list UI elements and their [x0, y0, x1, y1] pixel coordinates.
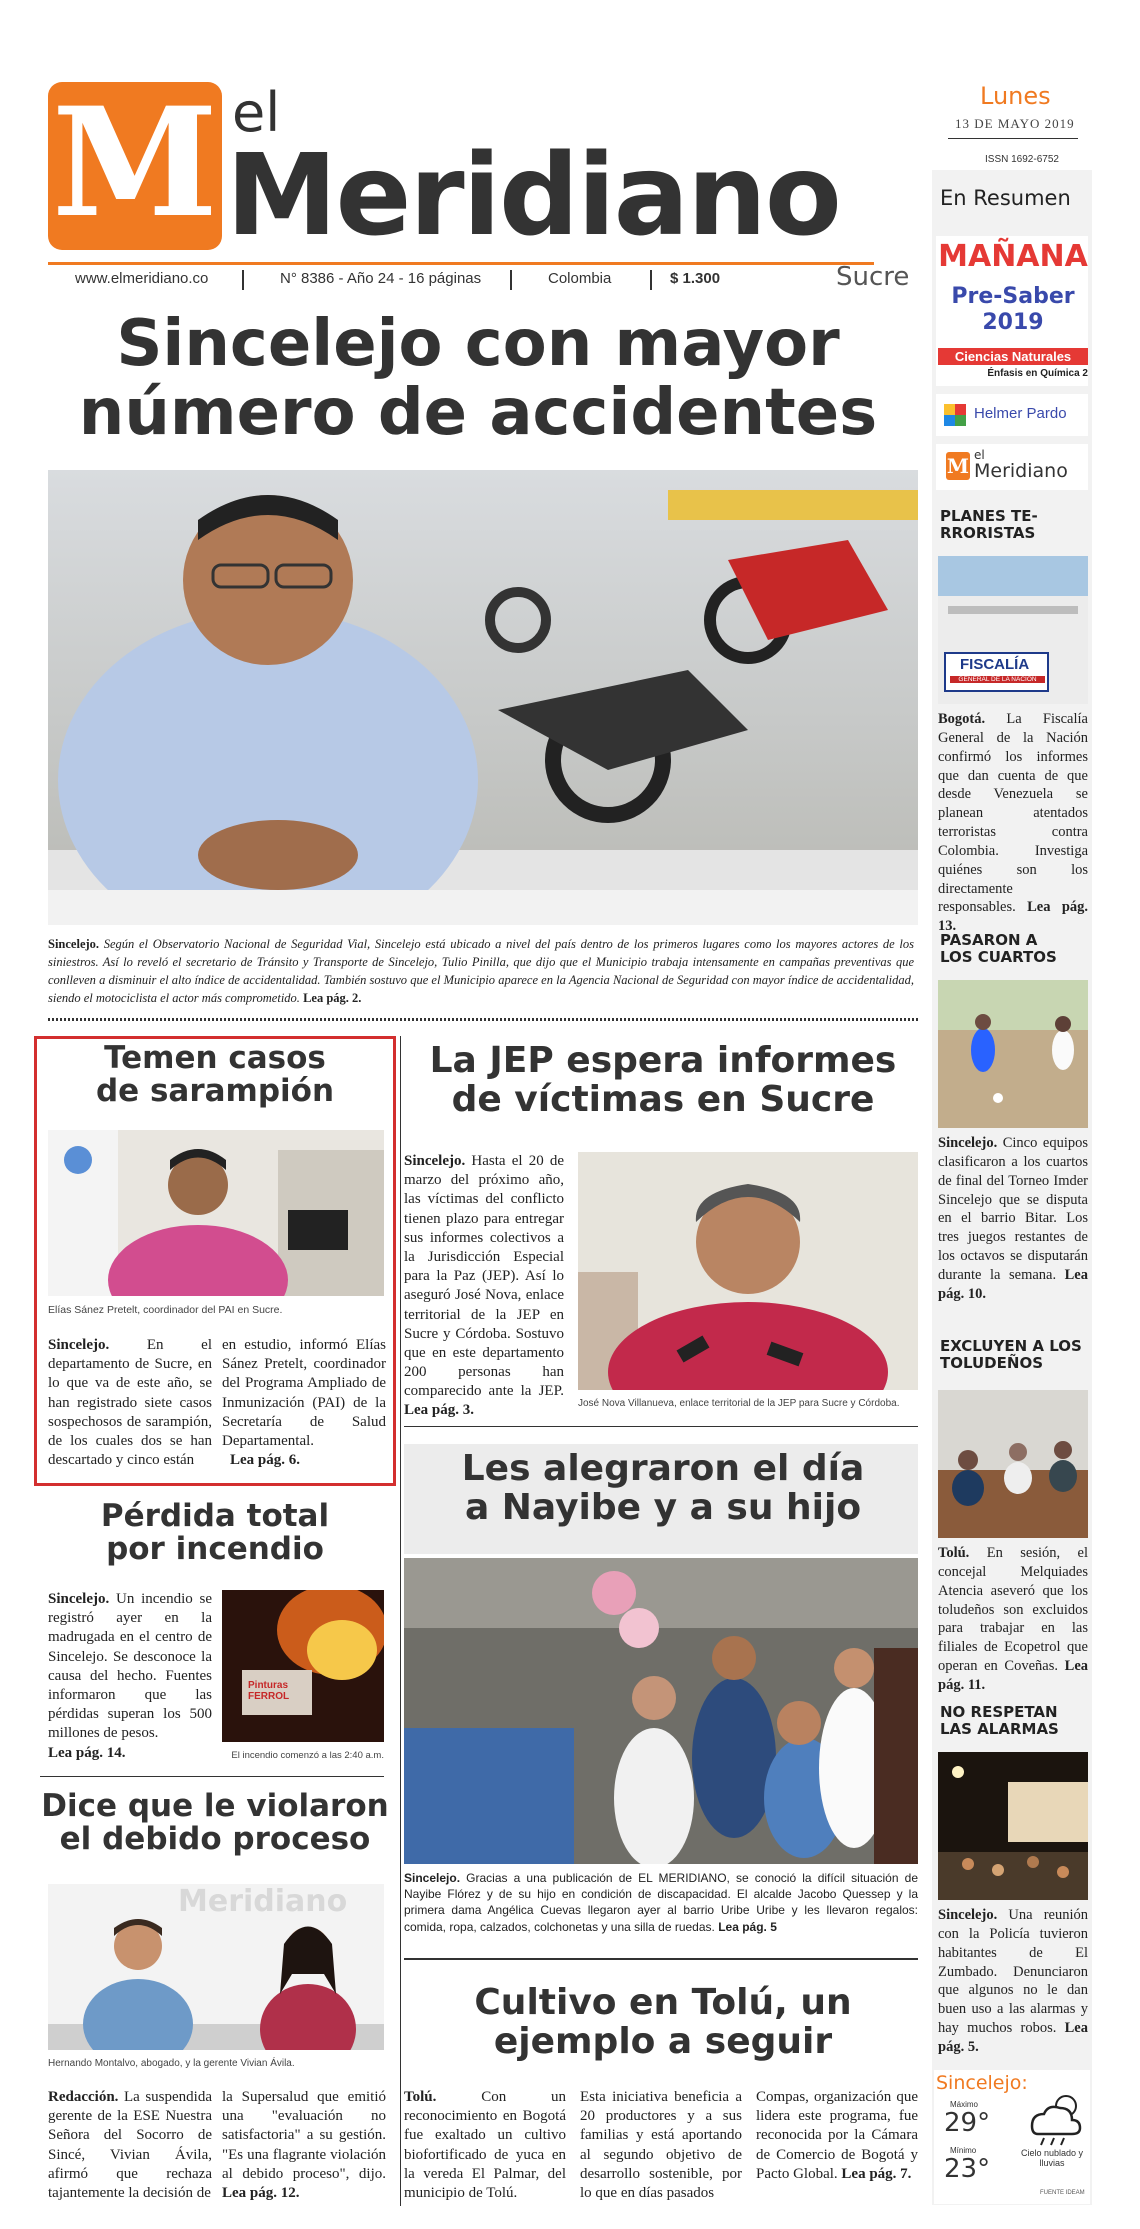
tolu-lead: Tolú.: [404, 2089, 437, 2105]
tolu-text-col3: [756, 2088, 918, 2184]
sidebar-item-lead: Tolú.: [938, 1545, 970, 1561]
sidebar-title: En Resumen: [940, 186, 1071, 210]
tolu-text-col2: [580, 2088, 742, 2203]
nayibe-caption: [404, 1870, 918, 1935]
promo-manana: MAÑANA: [938, 239, 1088, 274]
fiscalia-sign-subtext: GENERAL DE LA NACIÓN: [950, 676, 1045, 683]
tolu-headline-line2: ejemplo a seguir: [493, 2020, 833, 2062]
council-session-illustration: [938, 1390, 1088, 1538]
sidebar-item-title-line2: TOLUDEÑOS: [940, 1354, 1043, 1373]
logo-badge: [48, 75, 222, 251]
debido-proceso-ref[interactable]: Lea pág. 12.: [222, 2184, 300, 2201]
sidebar-cuartos-photo: [938, 980, 1088, 1128]
fiscalia-sign: [944, 652, 1049, 692]
masthead-el: el: [232, 81, 281, 144]
sidebar-item-alarmas-title[interactable]: [940, 1704, 1059, 1739]
sidebar-item-text: Una reunión con la Policía tuvieron habitantes de El Zumbado. Denunciaron que algunos no le dan buen uso a las alarmas y hay muchos robos.: [938, 1907, 1088, 2037]
sarampion-lead: Sincelejo.: [48, 1337, 110, 1353]
jep-text-body: Hasta el 20 de marzo del próximo año, las víctimas del conflicto tienen plazo para entregar sus informes colectivos a la Jurisdicción Especial para la Paz (JEP). Así lo aseguró José Nova, enlace territorial de la JEP en Sucre y Córdoba. Sostuvo que en este departamento 200 personas han comparecido ante la JEP.: [404, 1153, 564, 1400]
nayibe-caption-text: Gracias a una publicación de EL MERIDIANO, se conoció la difícil situación de Nayibe Flórez y de su hijo en condición de discapacidad. El alcalde Jacobo Quessep y la primera dama Angélica Cuevas llegaron ayer al barrio Uribe Uribe y les llevaron regalos: comida, ropa, calzados, colchonetas y una silla de ruedas.: [404, 1871, 918, 1934]
incendio-photo-caption: El incendio comenzó a las 2:40 a.m.: [231, 1750, 384, 1761]
logo-letter: M: [51, 75, 219, 251]
jep-lead: Sincelejo.: [404, 1153, 466, 1169]
masthead-website[interactable]: www.elmeridiano.co: [75, 270, 209, 287]
sarampion-headline-line1: Temen casos: [104, 1040, 326, 1076]
sidebar-item-lead: Sincelejo.: [938, 1135, 998, 1151]
sidebar-logo-meridiano: Meridiano: [974, 460, 1068, 482]
soccer-illustration: [938, 980, 1088, 1128]
sidebar-item-title-line1: NO RESPETAN: [940, 1703, 1058, 1721]
night-meeting-illustration: [938, 1752, 1088, 1900]
sidebar-item-ref[interactable]: Lea pág. 5.: [938, 2020, 1088, 2055]
masthead-country: Colombia: [548, 270, 612, 287]
section-rule: [40, 1776, 384, 1777]
debido-proceso-headline-line2: el debido proceso: [59, 1821, 371, 1858]
masthead-date: 13 DE MAYO 2019: [955, 116, 1075, 131]
fire-illustration: [222, 1590, 384, 1742]
jep-headline-line2: de víctimas en Sucre: [451, 1078, 875, 1120]
jep-ref[interactable]: Lea pág. 3.: [404, 1402, 475, 1419]
incendio-ref[interactable]: Lea pág. 14.: [48, 1744, 126, 1761]
weather-source: FUENTE IDEAM: [1040, 2190, 1085, 2196]
incendio-headline-line2: por incendio: [106, 1531, 324, 1568]
main-headline: [48, 307, 908, 451]
jep-text: [404, 1152, 564, 1421]
weather-max: 29°: [944, 2108, 991, 2138]
sidebar-item-title-line2: LOS CUARTOS: [940, 948, 1057, 967]
sidebar-toludenos-photo: [938, 1390, 1088, 1538]
section-rule: [404, 1958, 918, 1960]
masthead-issn: ISSN 1692-6752: [985, 154, 1059, 165]
weather-city: Sincelejo:: [936, 2072, 1028, 2094]
weather-min-label: Mínimo: [950, 2146, 977, 2155]
main-caption-ref[interactable]: Lea pág. 2.: [303, 991, 362, 1006]
tolu-text-2: Esta iniciativa beneficia a 20 productores y a sus familias y está aportando al segundo objetivo de desarrollo sostenible, por lo que en días pasados: [580, 2089, 742, 2201]
weather-condition: Cielo nublado y lluvias: [1020, 2148, 1084, 2169]
divider: [650, 270, 652, 290]
incendio-lead: Sincelejo.: [48, 1591, 110, 1607]
nayibe-headline-line1: Les alegraron el día: [461, 1448, 865, 1489]
masthead-issue: N° 8386 - Año 24 - 16 páginas: [280, 270, 482, 287]
column-rule: [400, 1036, 401, 2206]
main-headline-line1: Sincelejo con mayor: [116, 307, 840, 381]
divider: [242, 270, 244, 290]
sidebar-cuartos-text: [938, 1134, 1088, 1304]
sarampion-headline: [40, 1042, 390, 1109]
debido-proceso-text-1: La suspendida gerente de la ESE Nuestra Señora del Socorro de Sincé, Vivian Ávila, afirmó que rechaza tajantemente la decisión de: [48, 2089, 212, 2201]
main-caption: [48, 935, 914, 1008]
nayibe-photo: [404, 1558, 918, 1864]
sidebar-item-terroristas-title[interactable]: [940, 508, 1038, 543]
sarampion-text-1: En el departamento de Sucre, en lo que va de este año, se han registrado siete casos sospechosos de sarampión, de los cuales dos se han descartado y cinco están: [48, 1337, 212, 1469]
main-headline-line2: número de accidentes: [78, 376, 878, 451]
jep-photo-caption: José Nova Villanueva, enlace territorial de la JEP para Sucre y Córdoba.: [578, 1398, 900, 1409]
promo-presaber-title: Pre-Saber: [951, 284, 1075, 309]
fiscalia-sign-text: FISCALÍA: [960, 656, 1030, 673]
masthead-title: Meridiano: [226, 131, 840, 261]
tolu-headline-line1: Cultivo en Tolú, un: [474, 1982, 852, 2023]
masthead-edition: Sucre: [836, 262, 910, 292]
debido-proceso-text-col2: [222, 2088, 386, 2203]
incendio-sign: Pinturas FERROL: [248, 1680, 290, 1702]
sarampion-photo: [48, 1130, 384, 1296]
jep-photo: [578, 1152, 918, 1390]
incendio-headline-line1: Pérdida total: [100, 1498, 330, 1534]
sidebar-alarmas-text: [938, 1906, 1088, 2057]
nayibe-ref[interactable]: Lea pág. 5: [718, 1919, 777, 1934]
section-rule: [404, 1426, 918, 1427]
sidebar-item-ref[interactable]: Lea pág. 11.: [938, 1658, 1089, 1693]
sidebar-logo-letter: M: [946, 454, 970, 478]
incendio-text: [48, 1590, 212, 1763]
office-illustration: [48, 1130, 384, 1296]
date-rule: [948, 138, 1078, 139]
sidebar-terroristas-photo: [938, 556, 1088, 704]
debido-proceso-headline-line1: Dice que le violaron: [41, 1788, 389, 1824]
tolu-text-3: Compas, organización que lidera este programa, fue reconocida por la Cámara de Comercio de Bogotá y Pacto Global.: [756, 2089, 918, 2182]
tolu-text-col1: [404, 2088, 566, 2203]
sidebar-toludenos-text: [938, 1544, 1088, 1695]
sidebar-item-lead: Bogotá.: [938, 711, 986, 727]
sidebar-item-ref[interactable]: Lea pág. 13.: [938, 899, 1089, 935]
masthead-day: Lunes: [980, 82, 1051, 110]
masthead-price: $ 1.300: [670, 270, 721, 287]
incendio-photo: [222, 1590, 384, 1742]
section-rule: [48, 1018, 918, 1021]
sidebar-item-lead: Sincelejo.: [938, 1907, 998, 1923]
debido-proceso-photo: [48, 1884, 384, 2050]
sarampion-text-col1: [48, 1336, 212, 1470]
sarampion-headline-line2: de sarampión: [95, 1073, 335, 1110]
sidebar-item-title-line2: RRORISTAS: [940, 524, 1036, 543]
sarampion-ref[interactable]: Lea pág. 6.: [230, 1452, 301, 1469]
main-caption-lead: Sincelejo.: [48, 937, 100, 951]
sidebar-item-text: Cinco equipos clasificaron a los cuartos de final del Torneo Imder Sincelejo que se disputa en el barrio Bitar. Los tres juegos restantes de los octavos se disputarán durante la semana.: [938, 1135, 1089, 1283]
sidebar-item-cuartos-title[interactable]: [940, 932, 1057, 967]
nayibe-headline-line2: a Nayibe y a su hijo: [464, 1486, 862, 1528]
sidebar-item-text: En sesión, el concejal Melquiades Atencia aseveró que los toludeños son excluidos para trabajar en las filiales de Ecopetrol que operan en Coveñas.: [938, 1545, 1089, 1675]
sidebar-item-title-line1: PLANES TE-: [940, 507, 1038, 525]
sidebar-item-title-line1: EXCLUYEN A LOS: [940, 1337, 1082, 1355]
promo-sponsor: Helmer Pardo: [974, 405, 1067, 422]
divider: [510, 270, 512, 290]
cloud-rain-icon: [1022, 2090, 1086, 2146]
debido-proceso-photo-sign: Meridiano: [178, 1884, 348, 1919]
debido-proceso-headline: [40, 1790, 390, 1857]
sidebar-item-title-line1: PASARON A: [940, 931, 1038, 949]
tolu-text-1: Con un reconocimiento en Bogotá fue exaltado un cultivo biofortificado de yuca en la vereda El Palmar, del municipio de Tolú.: [404, 2089, 566, 2201]
debido-proceso-lead: Redacción.: [48, 2089, 119, 2105]
sidebar-item-title-line2: LAS ALARMAS: [940, 1720, 1059, 1739]
sidebar-item-toludenos-title[interactable]: [940, 1338, 1082, 1373]
tolu-ref[interactable]: Lea pág. 7.: [841, 2165, 912, 2182]
sarampion-photo-caption: Elías Sánez Pretelt, coordinador del PAI en Sucre.: [48, 1304, 283, 1316]
sidebar-alarmas-photo: [938, 1752, 1088, 1900]
nayibe-headline: [408, 1450, 918, 1528]
jep-headline: [408, 1042, 918, 1120]
sidebar-logo-el: el: [974, 448, 985, 462]
promo-subject: Ciencias Naturales: [938, 348, 1088, 365]
family-visit-illustration: [404, 1558, 918, 1864]
promo-year: 2019: [982, 310, 1044, 335]
accident-scene-illustration: [48, 470, 918, 925]
debido-proceso-photo-caption: Hernando Montalvo, abogado, y la gerente Vivian Ávila.: [48, 2058, 295, 2069]
weather-max-label: Máximo: [950, 2100, 979, 2109]
incendio-text-body: Un incendio se registró ayer en la madrugada en el centro de Sincelejo. Se desconoce la causa del hecho. Fuentes informaron que las pérdidas superan los 500 millones de pesos.: [48, 1591, 213, 1742]
nayibe-lead: Sincelejo.: [404, 1871, 461, 1885]
promo-emphasis: Énfasis en Química 2: [987, 368, 1088, 379]
masthead-rule: [48, 262, 874, 265]
main-caption-text: Según el Observatorio Nacional de Seguridad Vial, Sincelejo está ubicado a nivel del país dentro de los primeros lugares como los mayores actores de los siniestros. Así lo reveló el secretario de Tránsito y Transporte de Sincelejo, Tulio Pinilla, que dijo que el Municipio trabaja intensamente en campañas preventivas que conlleven a disminuir el alto índice de accidentalidad. También sostuvo que el Municipio aparece en la Agencia Nacional de Seguridad con mayor índice de accidentalidad, siendo el motociclista el actor más comprometido.: [48, 937, 915, 1006]
sarampion-text-2: en estudio, informó Elías Sánez Pretelt, coordinador del Programa Ampliado de Inmunización (PAI) de la Secretaría de Salud Departamental.: [222, 1337, 386, 1449]
sidebar-item-text: La Fiscalía General de la Nación confirmó los informes que dan cuenta de que desde Venezuela se planean atentados terroristas contra Colombia. Investiga quiénes son los directamente responsables.: [938, 711, 1088, 916]
sidebar-item-ref[interactable]: Lea pág. 10.: [938, 1266, 1088, 1302]
interview-illustration: [578, 1152, 918, 1390]
main-photo: [48, 470, 918, 925]
debido-proceso-text-2: la Supersalud que emitió una "evaluación no satisfactoria" a su gestión. "Es una flagrante violación al debido proceso", dijo.: [222, 2089, 386, 2182]
weather-min: 23°: [944, 2154, 991, 2184]
jep-headline-line1: La JEP espera informes: [429, 1040, 897, 1081]
sidebar-terroristas-text: [938, 710, 1088, 936]
sponsor-logo-icon: [944, 404, 966, 426]
sarampion-text-col2: [222, 1336, 386, 1470]
incendio-headline: [40, 1500, 390, 1567]
debido-proceso-text-col1: [48, 2088, 212, 2203]
tolu-headline: [408, 1984, 918, 2062]
